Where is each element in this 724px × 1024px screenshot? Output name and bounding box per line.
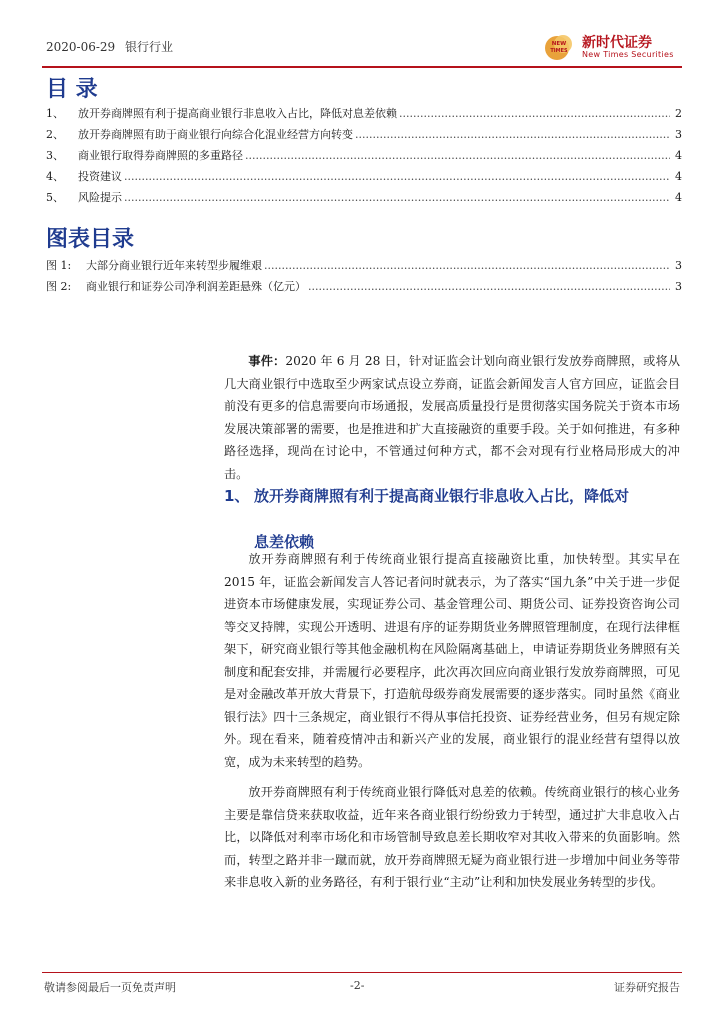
header-meta (46, 38, 179, 55)
page-footer (42, 972, 682, 993)
section-1-title-line1: 放开券商牌照有利于提高商业银行非息收入占比，降低对 (254, 487, 630, 505)
fig-toc-item[interactable]: 图 1: 大部分商业银行近年来转型步履维艰 ..... 3 (46, 255, 682, 276)
section-1-para-2: 放开券商牌照有利于传统商业银行降低对息差的依赖。传统商业银行的核心业务主要是靠信贷来获取收益，近年来各商业银行纷纷致力于转型，通过扩大非息收入占比，以降低对利率市场化和市场管制导致息差长期收窄对其收入带来的负面影响。然而，转型之路并非一蹴而就，放开券商牌照无疑为商业银行进一步增加中间业务等带来非息收入新的业务路径，有利于银行业“主动”让利和加快发展业务转型的步伐。 (224, 785, 680, 889)
event-paragraph (224, 350, 680, 485)
page-header (42, 30, 682, 66)
logo-cn-text: 新时代证券 (582, 35, 652, 51)
toc-item[interactable]: 4、 投资建议 ..... 4 (46, 166, 682, 187)
logo-en-text: New Times Securities (582, 50, 674, 59)
report-sector: 银行行业 (125, 40, 174, 54)
svg-text:NEW: NEW (551, 41, 567, 47)
section-1-para-1: 放开券商牌照有利于传统商业银行提高直接融资比重，加快转型。其实早在 2015 年，证监会新闻发言人答记者问时就表示，为了落实“国九条”中关于进一步促进资本市场健康发展，实现证券公司、基金管理公司、期货公司、证券投资咨询公司等交叉持牌，实现公开透明、进退有序的证券期货业务牌照管理制度，在现行法律框架下，研究商业银行等其他金融机构在风险隔离基础上，申请证券期货业务牌照有关制度和配套安排，并需履行必要程序，此次再次回应向商业银行发放券商牌照，可见是对金融改革开放大背景下，打造航母级券商发展需要的逐步落实。同时虽然《商业银行法》四十三条规定，商业银行不得从事信托投资、证券经营业务，但另有规定除外。现在看来，随着疫情冲击和新兴产业的发展，商业银行的混业经营有望得以放宽，成为未来转型的趋势。 (224, 552, 680, 769)
fig-toc-title: 图表目录 (46, 227, 135, 252)
toc-item[interactable]: 3、 商业银行取得券商牌照的多重路径 ..... 4 (46, 145, 682, 166)
event-lead: 事件： (248, 354, 286, 368)
svg-text:TIMES: TIMES (550, 48, 568, 54)
report-type: 证券研究报告 (614, 981, 680, 994)
disclaimer-link[interactable]: 敬请参阅最后一页免责声明 (44, 981, 176, 994)
event-text: 2020 年 6 月 28 日，针对证监会计划向商业银行发放券商牌照，或将从几大商业银行中选取至少两家试点设立券商，证监会新闻发言人官方回应，证监会目前没有更多的信息需要向市场通报，发展高质量投行是贯彻落实国务院关于资本市场发展决策部署的需要，也是推进和扩大直接融资的重要手段。关于如何推进，有多种路径选择，现尚在讨论中，不管通过何种方式，都不会对现有行业格局形成大的冲击。 (224, 354, 681, 481)
page-number: -2- (350, 979, 365, 992)
toc-item[interactable]: 2、 放开券商牌照有助于商业银行向综合化混业经营方向转变 ..... 3 (46, 124, 682, 145)
header-rule (42, 66, 682, 68)
company-logo (542, 30, 682, 64)
section-1-body (224, 548, 680, 894)
toc-title: 目 录 (46, 77, 98, 102)
toc-item[interactable]: 5、 风险提示 ..... 4 (46, 187, 682, 208)
toc-item[interactable]: 1、 放开券商牌照有利于提高商业银行非息收入占比，降低对息差依赖 ..... 2 (46, 103, 682, 124)
fig-toc-list (46, 255, 682, 297)
section-1-title-line2: 息差依赖 (254, 533, 315, 551)
section-1-number: 1、 (224, 487, 250, 505)
fig-toc-item[interactable]: 图 2: 商业银行和证券公司净利润差距悬殊（亿元） ..... 3 (46, 276, 682, 297)
logo-badge-icon (542, 32, 576, 62)
toc-list (46, 103, 682, 208)
report-date: 2020-06-29 (46, 40, 116, 54)
